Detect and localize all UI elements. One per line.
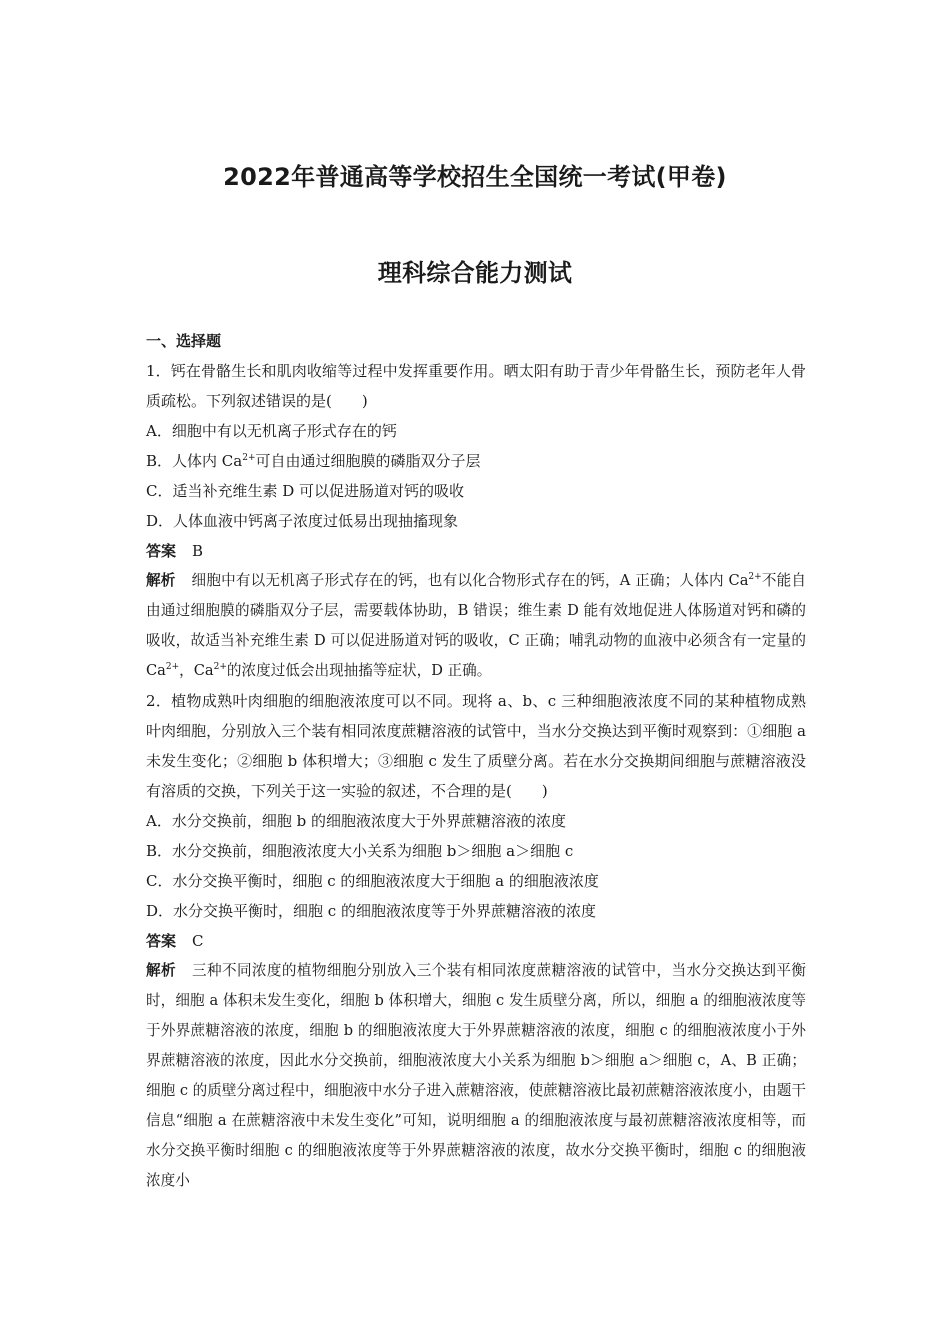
question-1-option-b — [146, 446, 806, 476]
charge-superscript: 2+ — [165, 662, 180, 673]
explanation-text-3: ，Ca — [179, 662, 214, 679]
answer-label: 答案 — [146, 542, 177, 560]
question-2-option-c: C．水分交换平衡时，细胞 c 的细胞液浓度大于细胞 a 的细胞液浓度 — [146, 872, 599, 890]
question-2-option-d: D．水分交换平衡时，细胞 c 的细胞液浓度等于外界蔗糖溶液的浓度 — [146, 902, 596, 920]
explanation-text: 三种不同浓度的植物细胞分别放入三个装有相同浓度蔗糖溶液的试管中，当水分交换达到平衡时，细胞 a 体积未发生变化，细胞 b 体积增大，细胞 c 发生质壁分离，所以，细胞 a 的细胞液浓度等于外界蔗糖溶液的浓度，细胞 b 的细胞液浓度大于外界蔗糖溶液的浓度，细胞 c 的细胞液浓度小于外界蔗糖溶液的浓度，因此水分交换前，细胞液浓度大小关系为细胞 b＞细胞 a＞细胞 c，A、B 正确；细胞 c 的质壁分离过程中，细胞液中水分子进入蔗糖溶液，使蔗糖溶液比最初蔗糖溶液浓度小，由题干信息“细胞 a 在蔗糖溶液中未发生变化”可知，说明细胞 a 的细胞液浓度与最初蔗糖溶液浓度相等，而水分交换平衡时细胞 c 的细胞液浓度等于外界蔗糖溶液的浓度，故水分交换平衡时，细胞 c 的细胞液浓度小 — [146, 962, 806, 1189]
explanation-text-1: 细胞中有以无机离子形式存在的钙，也有以化合物形式存在的钙，A 正确；人体内 Ca — [191, 572, 749, 589]
question-1-explanation — [146, 566, 806, 686]
question-1-option-a: A．细胞中有以无机离子形式存在的钙 — [146, 422, 397, 440]
page-subtitle: 理科综合能力测试 — [377, 259, 573, 287]
question-1-option-c: C．适当补充维生素 D 可以促进肠道对钙的吸收 — [146, 482, 465, 500]
charge-superscript: 2+ — [242, 453, 256, 463]
question-1-option-d: D．人体血液中钙离子浓度过低易出现抽搐现象 — [146, 512, 459, 530]
section-heading: 一、选择题 — [146, 332, 222, 350]
question-2-option-a: A．水分交换前，细胞 b 的细胞液浓度大于外界蔗糖溶液的浓度 — [146, 812, 566, 830]
page-title: 2022年普通高等学校招生全国统一考试(甲卷) — [223, 163, 727, 191]
question-1-answer — [146, 536, 806, 566]
explanation-text-4: 的浓度过低会出现抽搐等症状，D 正确。 — [226, 662, 492, 679]
question-2-answer — [146, 926, 806, 956]
explanation-text-2: 不能自由通过细胞膜的磷脂双分子层，需要载体协助，B 错误；维生素 D 能有效地促进人体肠道对钙和磷的吸收，故适当补充维生素 D 可以促进肠道对钙的吸收，C 正确；哺乳动物的血液中必须含有一定量的 Ca — [146, 572, 806, 679]
question-2-stem: 2．植物成熟叶肉细胞的细胞液浓度可以不同。现将 a、b、c 三种细胞液浓度不同的某种植物成熟叶肉细胞，分别放入三个装有相同浓度蔗糖溶液的试管中，当水分交换达到平衡时观察到：①细胞 a 未发生变化；②细胞 b 体积增大；③细胞 c 发生了质壁分离。若在水分交换期间细胞与蔗糖溶液没有溶质的交换，下列关于这一实验的叙述，不合理的是( ) — [146, 692, 806, 800]
explanation-label: 解析 — [146, 962, 176, 979]
question-2-explanation — [146, 956, 806, 1196]
explanation-label: 解析 — [146, 572, 176, 589]
answer-value: B — [192, 542, 204, 560]
question-2-option-b: B．水分交换前，细胞液浓度大小关系为细胞 b＞细胞 a＞细胞 c — [146, 842, 574, 860]
question-1-stem: 1．钙在骨骼生长和肌肉收缩等过程中发挥重要作用。晒太阳有助于青少年骨骼生长，预防老年人骨质疏松。下列叙述错误的是( ) — [146, 362, 806, 410]
answer-label: 答案 — [146, 932, 177, 950]
charge-superscript: 2+ — [213, 662, 227, 673]
option-b-text-2: 可自由通过细胞膜的磷脂双分子层 — [255, 452, 481, 470]
charge-superscript: 2+ — [748, 572, 762, 583]
option-b-text-1: B．人体内 Ca — [146, 452, 243, 470]
answer-value: C — [192, 932, 204, 950]
document-body — [146, 326, 806, 1196]
